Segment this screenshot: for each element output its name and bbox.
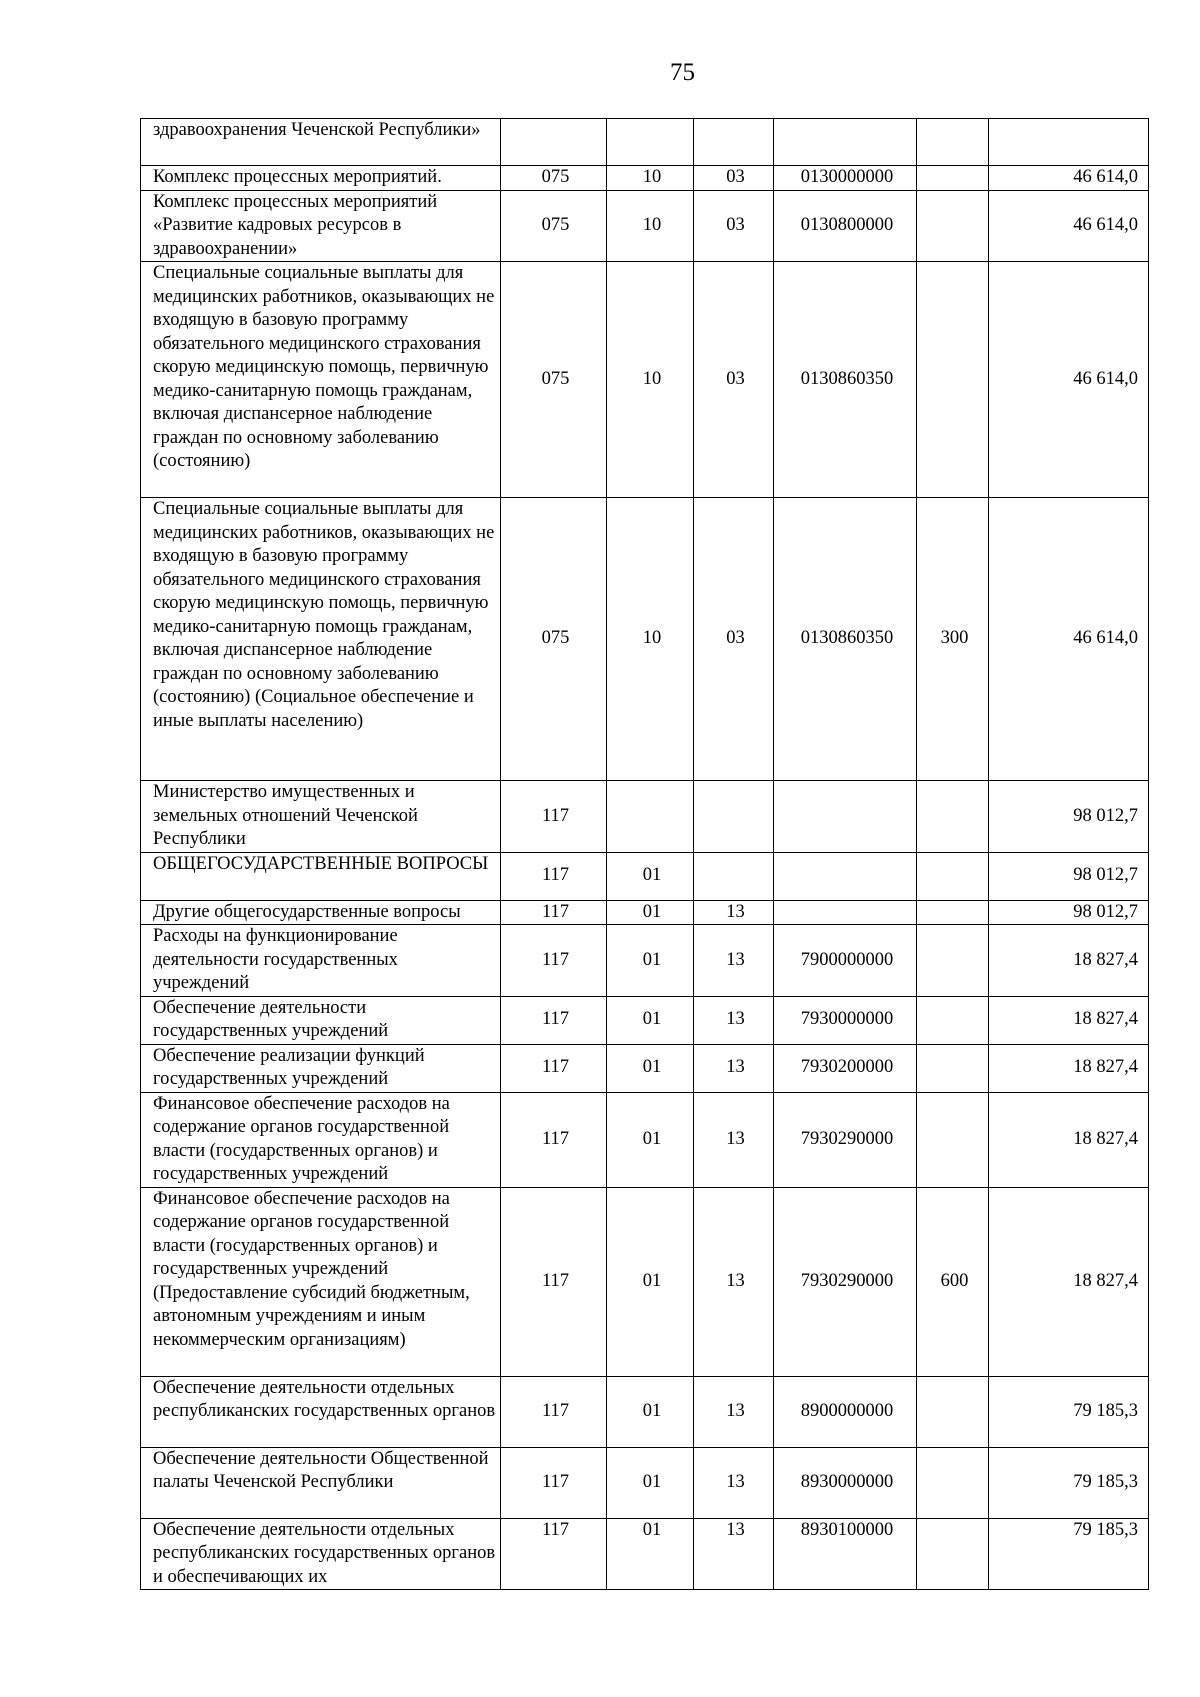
row-sum: 18 827,4 [989, 1044, 1149, 1092]
table-row [141, 925, 1149, 997]
row-subsection: 13 [694, 996, 774, 1044]
row-sum: 79 185,3 [989, 1376, 1149, 1447]
table-row [141, 1518, 1149, 1590]
row-sum: 46 614,0 [989, 498, 1149, 781]
row-sum: 98 012,7 [989, 781, 1149, 853]
row-target-article [774, 781, 917, 853]
row-name: Другие общегосударственные вопросы [141, 900, 501, 925]
row-sum: 18 827,4 [989, 1092, 1149, 1187]
row-section [607, 119, 694, 166]
row-target-article: 0130860350 [774, 262, 917, 498]
row-expense-type [917, 1518, 989, 1590]
row-sum [989, 119, 1149, 166]
row-section: 01 [607, 1376, 694, 1447]
row-target-article [774, 852, 917, 900]
row-section: 01 [607, 925, 694, 997]
row-grbs: 117 [501, 925, 607, 997]
row-name: Обеспечение деятельности государственных учреждений [141, 996, 501, 1044]
row-subsection: 13 [694, 1518, 774, 1590]
row-grbs: 075 [501, 498, 607, 781]
row-expense-type [917, 1044, 989, 1092]
row-grbs: 075 [501, 190, 607, 262]
row-section: 01 [607, 900, 694, 925]
table-row [141, 498, 1149, 781]
row-sum: 18 827,4 [989, 1187, 1149, 1376]
row-sum: 98 012,7 [989, 852, 1149, 900]
row-grbs: 117 [501, 900, 607, 925]
row-name: Обеспечение реализации функций государственных учреждений [141, 1044, 501, 1092]
row-expense-type [917, 925, 989, 997]
row-expense-type [917, 119, 989, 166]
row-section: 10 [607, 262, 694, 498]
row-grbs: 117 [501, 1044, 607, 1092]
row-target-article: 7930290000 [774, 1092, 917, 1187]
row-subsection: 13 [694, 925, 774, 997]
row-expense-type: 300 [917, 498, 989, 781]
row-target-article: 8930000000 [774, 1447, 917, 1518]
row-section: 01 [607, 852, 694, 900]
row-expense-type [917, 996, 989, 1044]
row-grbs [501, 119, 607, 166]
row-section: 01 [607, 1092, 694, 1187]
row-section [607, 781, 694, 853]
row-name: Комплекс процессных мероприятий «Развитие кадровых ресурсов в здравоохранении» [141, 190, 501, 262]
row-expense-type [917, 781, 989, 853]
row-name: Финансовое обеспечение расходов на содержание органов государственной власти (государственных органов) и государственных учреждений [141, 1092, 501, 1187]
table-row [141, 996, 1149, 1044]
row-expense-type [917, 1447, 989, 1518]
row-name: Финансовое обеспечение расходов на содержание органов государственной власти (государственных органов) и государственных учреждений (Предоставление субсидий бюджетным, автономным учреждениям и иным некоммерческим организациям) [141, 1187, 501, 1376]
table-row [141, 119, 1149, 166]
row-section: 01 [607, 1518, 694, 1590]
row-sum: 46 614,0 [989, 190, 1149, 262]
row-name: Специальные социальные выплаты для медицинских работников, оказывающих не входящую в базовую программу обязательного медицинского страхования скорую медицинскую помощь, первичную медико-санитарную помощь гражданам, включая диспансерное наблюдение граждан по основному заболеванию (состоянию) (Социальное обеспечение и иные выплаты населению) [141, 498, 501, 781]
row-target-article: 8900000000 [774, 1376, 917, 1447]
row-sum: 46 614,0 [989, 166, 1149, 191]
row-subsection [694, 781, 774, 853]
row-subsection [694, 119, 774, 166]
row-subsection: 03 [694, 190, 774, 262]
row-subsection: 13 [694, 1092, 774, 1187]
row-section: 10 [607, 190, 694, 262]
row-expense-type [917, 852, 989, 900]
row-target-article: 8930100000 [774, 1518, 917, 1590]
row-sum: 98 012,7 [989, 900, 1149, 925]
row-subsection: 13 [694, 900, 774, 925]
row-name: Обеспечение деятельности Общественной палаты Чеченской Республики [141, 1447, 501, 1518]
row-target-article: 7930290000 [774, 1187, 917, 1376]
row-grbs: 075 [501, 262, 607, 498]
row-grbs: 117 [501, 852, 607, 900]
row-expense-type: 600 [917, 1187, 989, 1376]
table-row [141, 1376, 1149, 1447]
row-sum: 46 614,0 [989, 262, 1149, 498]
table-row [141, 166, 1149, 191]
row-grbs: 075 [501, 166, 607, 191]
row-grbs: 117 [501, 1447, 607, 1518]
row-sum: 79 185,3 [989, 1447, 1149, 1518]
row-name: ОБЩЕГОСУДАРСТВЕННЫЕ ВОПРОСЫ [141, 852, 501, 900]
table-row [141, 1187, 1149, 1376]
row-section: 01 [607, 1044, 694, 1092]
row-subsection [694, 852, 774, 900]
table-row [141, 900, 1149, 925]
row-grbs: 117 [501, 1376, 607, 1447]
row-subsection: 03 [694, 166, 774, 191]
row-subsection: 13 [694, 1187, 774, 1376]
row-section: 10 [607, 166, 694, 191]
row-target-article: 0130000000 [774, 166, 917, 191]
row-expense-type [917, 900, 989, 925]
row-grbs: 117 [501, 1187, 607, 1376]
row-grbs: 117 [501, 1092, 607, 1187]
table-row [141, 781, 1149, 853]
table-row [141, 1447, 1149, 1518]
table-row [141, 190, 1149, 262]
row-name: здравоохранения Чеченской Республики» [141, 119, 501, 166]
row-subsection: 13 [694, 1376, 774, 1447]
row-expense-type [917, 262, 989, 498]
row-subsection: 13 [694, 1447, 774, 1518]
row-target-article: 7930000000 [774, 996, 917, 1044]
row-expense-type [917, 166, 989, 191]
row-subsection: 03 [694, 498, 774, 781]
row-name: Обеспечение деятельности отдельных республиканских государственных органов [141, 1376, 501, 1447]
row-section: 01 [607, 996, 694, 1044]
row-name: Министерство имущественных и земельных отношений Чеченской Республики [141, 781, 501, 853]
row-name: Расходы на функционирование деятельности государственных учреждений [141, 925, 501, 997]
table-row [141, 1044, 1149, 1092]
row-sum: 79 185,3 [989, 1518, 1149, 1590]
table-row [141, 1092, 1149, 1187]
row-target-article: 0130800000 [774, 190, 917, 262]
budget-table [140, 118, 1149, 1590]
row-expense-type [917, 1376, 989, 1447]
row-section: 01 [607, 1187, 694, 1376]
page-number: 75 [670, 59, 695, 86]
row-grbs: 117 [501, 781, 607, 853]
row-target-article [774, 900, 917, 925]
row-sum: 18 827,4 [989, 996, 1149, 1044]
row-target-article: 0130860350 [774, 498, 917, 781]
row-name: Обеспечение деятельности отдельных республиканских государственных органов и обеспечивающих их [141, 1518, 501, 1590]
table-row [141, 262, 1149, 498]
row-name: Специальные социальные выплаты для медицинских работников, оказывающих не входящую в базовую программу обязательного медицинского страхования скорую медицинскую помощь, первичную медико-санитарную помощь гражданам, включая диспансерное наблюдение граждан по основному заболеванию (состоянию) [141, 262, 501, 498]
row-expense-type [917, 190, 989, 262]
row-grbs: 117 [501, 1518, 607, 1590]
row-subsection: 03 [694, 262, 774, 498]
row-expense-type [917, 1092, 989, 1187]
row-subsection: 13 [694, 1044, 774, 1092]
row-target-article: 7930200000 [774, 1044, 917, 1092]
row-section: 10 [607, 498, 694, 781]
row-grbs: 117 [501, 996, 607, 1044]
row-sum: 18 827,4 [989, 925, 1149, 997]
row-name: Комплекс процессных мероприятий. [141, 166, 501, 191]
row-section: 01 [607, 1447, 694, 1518]
table-row [141, 852, 1149, 900]
row-target-article: 7900000000 [774, 925, 917, 997]
row-target-article [774, 119, 917, 166]
